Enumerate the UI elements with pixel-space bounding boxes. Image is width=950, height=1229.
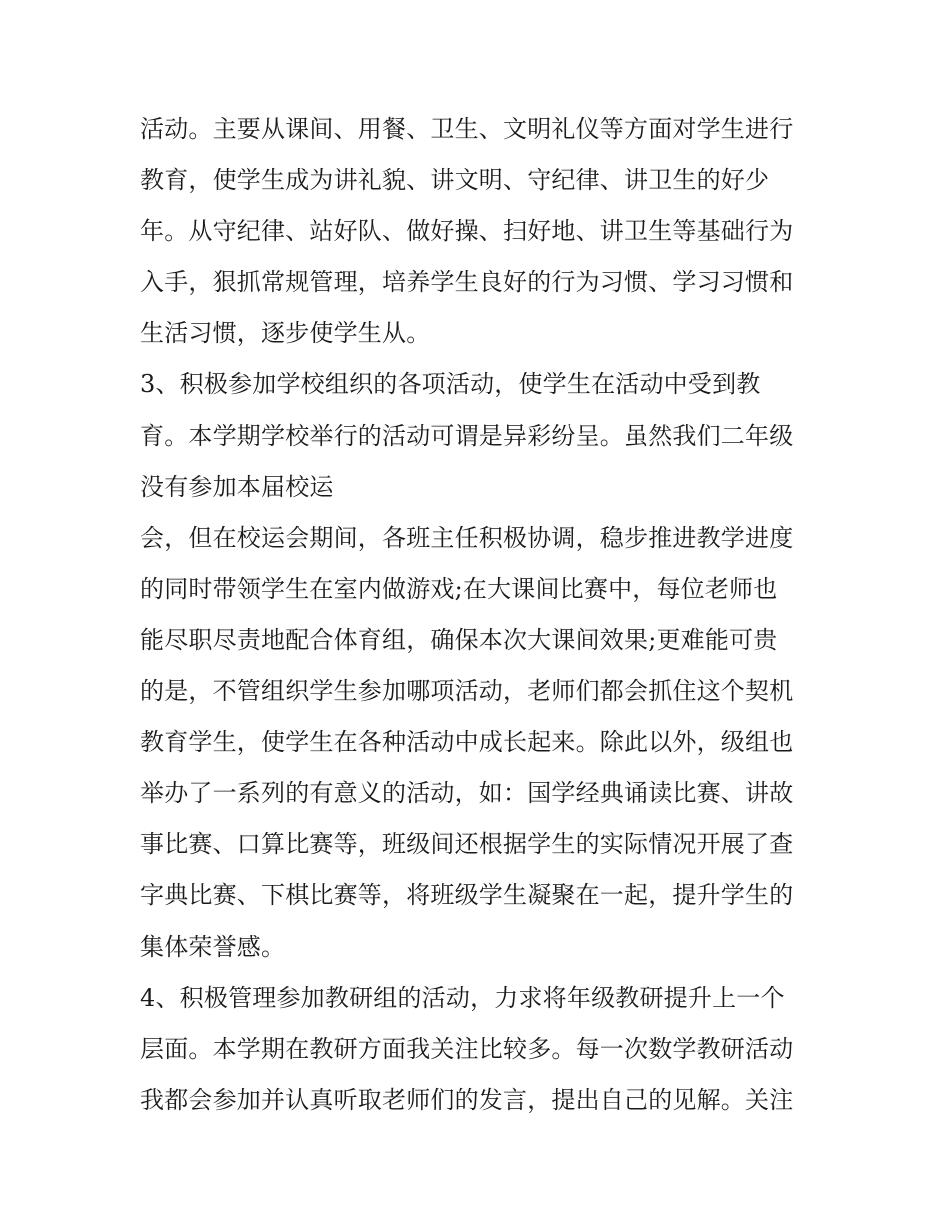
text-line: 没有参加本届校运 [140,472,334,501]
text-line: 举办了一系列的有意义的活动，如：国学经典诵读比赛、讲故 [140,779,794,808]
text-line: 育。本学期学校举行的活动可谓是异彩纷呈。虽然我们二年级 [140,421,794,450]
text-line: 生活习惯，逐步使学生从。 [140,319,431,348]
text-line: 教育，使学生成为讲礼貌、讲文明、守纪律、讲卫生的好少 [140,166,770,195]
text-line: 4、积极管理参加教研组的活动，力求将年级教研提升上一个 [140,983,785,1012]
text-line: 入手，狠抓常规管理，培养学生良好的行为习惯、学习习惯和 [140,268,794,297]
text-line: 字典比赛、下棋比赛等，将班级学生凝聚在一起，提升学生的 [140,881,794,910]
text-line: 年。从守纪律、站好队、做好操、扫好地、讲卫生等基础行为 [140,217,794,246]
text-line: 集体荣誉感。 [140,932,286,961]
text-line: 教育学生，使学生在各种活动中成长起来。除此以外，级组也 [140,728,794,757]
text-line: 的同时带领学生在室内做游戏;在大课间比赛中，每位老师也 [140,574,778,603]
text-line: 3、积极参加学校组织的各项活动，使学生在活动中受到教 [140,370,761,399]
text-line: 我都会参加并认真听取老师们的发言，提出自己的见解。关注 [140,1085,794,1114]
body-text [140,104,830,1126]
text-line: 会，但在校运会期间，各班主任积极协调，稳步推进教学进度 [140,523,794,552]
text-line: 能尽职尽责地配合体育组，确保本次大课间效果;更难能可贵 [140,625,778,654]
text-line: 层面。本学期在教研方面我关注比较多。每一次数学教研活动 [140,1034,794,1063]
text-line: 活动。主要从课间、用餐、卫生、文明礼仪等方面对学生进行 [140,115,794,143]
text-line: 事比赛、口算比赛等，班级间还根据学生的实际情况开展了查 [140,830,794,859]
text-line: 的是，不管组织学生参加哪项活动，老师们都会抓住这个契机 [140,677,794,706]
